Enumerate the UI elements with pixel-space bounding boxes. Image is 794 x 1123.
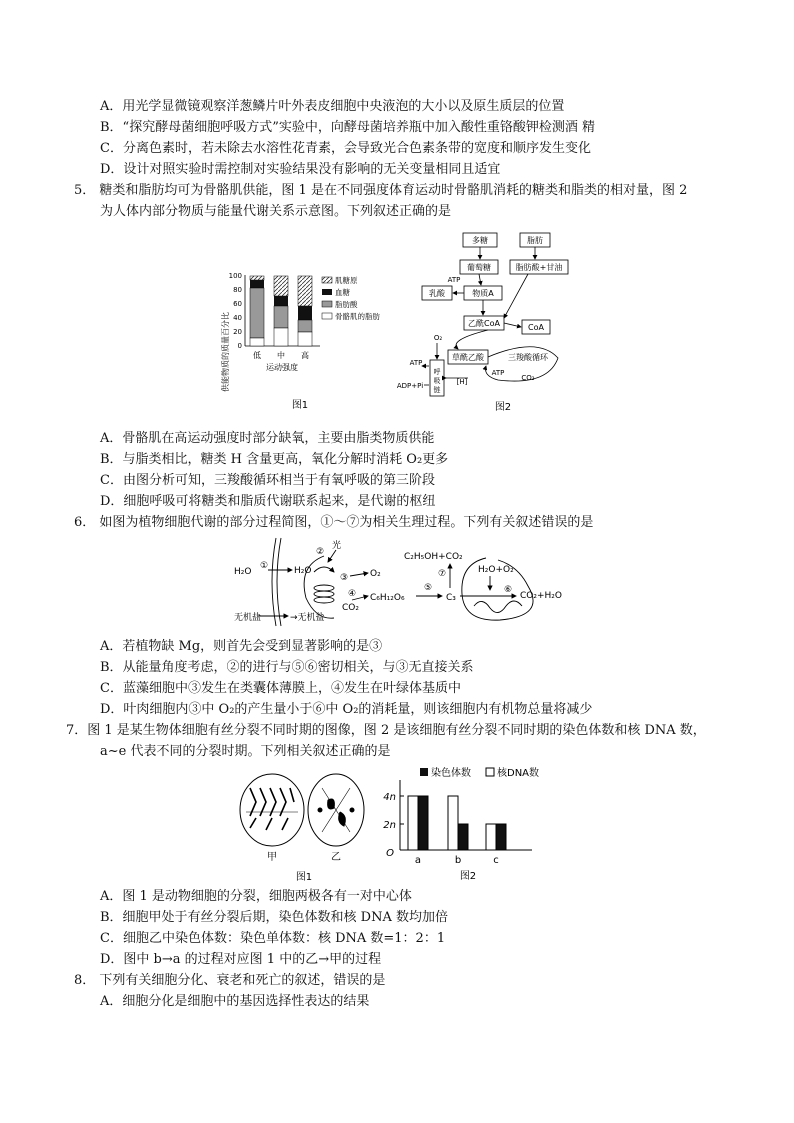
fig2-label-co2: CO₂ — [521, 374, 535, 382]
fig1-ytick: 60 — [233, 300, 242, 308]
q6-label-glucose: C₆H₁₂O₆ — [370, 593, 405, 603]
q6-option-c: C．蓝藻细胞中③发生在类囊体薄膜上，④发生在叶绿体基质中 — [100, 681, 461, 696]
q6-label-h2o-o2: H₂O+O₂ — [478, 565, 514, 575]
fig1-ytick: 20 — [233, 328, 242, 336]
q6-diagram — [228, 536, 578, 628]
q7-figure-2 — [382, 762, 562, 888]
q6-label-circle-4: ④ — [348, 589, 357, 599]
fig2-box-substance-a: 物质A — [472, 289, 494, 298]
q7-bar-b-dna — [458, 824, 468, 850]
q7-option-c: C．细胞乙中染色体数：染色单体数：核 DNA 数=1：2：1 — [100, 931, 446, 946]
q5-figure-1 — [210, 260, 400, 410]
q6-label-circle-6: ⑥ — [504, 585, 513, 595]
fig2-tca-cycle-label: 三羧酸循环 — [508, 353, 548, 362]
fig2-box-polysaccharide: 多糖 — [472, 236, 488, 245]
q6-label-circle-7: ⑦ — [438, 569, 447, 579]
q4-option-c: C．分离色素时，若未除去水溶性花青素，会导致光合色素条带的宽度和顺序发生变化 — [100, 141, 591, 156]
fig2-box-respiratory-chain: 链 — [433, 386, 441, 394]
fig2-caption: 图2 — [494, 402, 512, 413]
q6-option-b: B．从能量角度考虑，②的进行与⑤⑥密切相关，与③无直接关系 — [100, 660, 474, 675]
fig2-box-coa: CoA — [528, 323, 544, 332]
fig1-xlabel: 运动强度 — [266, 363, 298, 372]
q6-label-circle-2: ② — [316, 547, 325, 557]
fig1-ytick: 100 — [228, 272, 242, 280]
fig2-label-adp-pi: ADP+Pi — [396, 382, 424, 390]
fig2-label-o2: O₂ — [433, 334, 443, 342]
q6-label-c3: C₃ — [446, 593, 456, 603]
q7-cell-label-yi: 乙 — [331, 852, 341, 863]
q7-bar-c-dna — [496, 824, 506, 850]
fig2-box-fatty-acid-glycerol: 脂肪酸+甘油 — [515, 263, 563, 272]
fig1-ytick: 0 — [237, 342, 242, 350]
fig1-legend-item: 血糖 — [335, 288, 350, 297]
q7-ytick-4n: 4n — [383, 792, 396, 803]
q5-stem-line2: 为人体内部分物质与能量代谢关系示意图。下列叙述正确的是 — [100, 204, 452, 219]
q5-option-b: B．与脂类相比，糖类 H 含量更高，氧化分解时消耗 O₂更多 — [100, 452, 449, 467]
q7-bar-c-chromosome — [486, 824, 496, 850]
fig2-box-glucose: 葡萄糖 — [467, 263, 491, 272]
q7-legend-chromosome: 染色体数 — [431, 768, 471, 779]
q5-figure-2 — [388, 228, 598, 414]
q6-label-ethanol: C₂H₅OH+CO₂ — [404, 552, 463, 562]
fig2-label-atp: ATP — [491, 369, 505, 377]
q5-option-c: C．由图分析可知，三羧酸循环相当于有氧呼吸的第三阶段 — [100, 473, 435, 488]
q6-label-co2: CO₂ — [342, 603, 359, 613]
fig1-bar-high — [298, 276, 312, 346]
q6-option-d: D．叶肉细胞内③中 O₂的产生量小于⑥中 O₂的消耗量，则该细胞内有机物总量将减少 — [100, 702, 593, 717]
fig2-label-h: [H] — [456, 378, 468, 386]
fig1-legend-item: 肌糖原 — [335, 276, 358, 285]
q4-option-b: B．“探究酵母菌细胞呼吸方式”实验中，向酵母菌培养瓶中加入酸性重铬酸钾检测酒 精 — [100, 120, 595, 135]
q4-option-a: A．用光学显微镜观察洋葱鳞片叶外表皮细胞中央液泡的大小以及原生质层的位置 — [100, 99, 565, 114]
q7-bar-b-chromosome — [448, 796, 458, 850]
fig1-ylabel: 供能物质的质量百分比 — [221, 312, 230, 392]
fig2-box-lactate: 乳酸 — [429, 289, 445, 298]
q7-legend-dna: 核DNA数 — [497, 768, 540, 779]
q4-option-d: D．设计对照实验时需控制对实验结果没有影响的无关变量相同且适宜 — [100, 162, 501, 177]
q7-stem-line1: 7．图 1 是某生物体细胞有丝分裂不同时期的图像，图 2 是该细胞有丝分裂不同时期的染色体数和核 DNA 数， — [66, 723, 706, 738]
fig2-box-fat: 脂肪 — [527, 236, 543, 245]
fig1-legend-item: 脂肪酸 — [335, 300, 358, 309]
q6-option-a: A．若植物缺 Mg，则首先会受到显著影响的是③ — [100, 639, 383, 654]
fig2-box-oxaloacetate: 草酰乙酸 — [452, 353, 484, 362]
q7-xtick: b — [454, 855, 462, 866]
fig1-bar-mid — [274, 276, 288, 346]
q8-option-a: A．细胞分化是细胞中的基因选择性表达的结果 — [100, 994, 370, 1009]
fig1-caption: 图1 — [291, 400, 309, 410]
fig2-box-acetyl-coa: 乙酰CoA — [468, 319, 500, 328]
fig2-box-respiratory-chain: 吸 — [433, 377, 441, 385]
fig1-xtick: 高 — [301, 351, 309, 360]
q7-xtick: a — [414, 855, 422, 866]
fig2-box-respiratory-chain: 呼 — [433, 368, 441, 376]
fig1-xtick: 中 — [277, 351, 285, 360]
fig2-label-atp: ATP — [409, 359, 423, 367]
q6-label-salt-out: 无机盐 — [234, 613, 262, 623]
q8-stem: 8． 下列有关细胞分化、衰老和死亡的叙述，错误的是 — [74, 973, 386, 988]
fig1-ytick: 80 — [233, 286, 242, 294]
q7-ytick-2n: 2n — [383, 820, 396, 831]
q5-option-d: D．细胞呼吸可将糖类和脂质代谢联系起来，是代谢的枢纽 — [100, 494, 436, 509]
q6-label-h2o-left: H₂O — [234, 567, 252, 577]
q6-stem: 6． 如图为植物细胞代谢的部分过程简图，①～⑦为相关生理过程。下列有关叙述错误的是 — [74, 515, 594, 530]
q7-fig2-caption: 图2 — [459, 871, 477, 882]
q7-xtick: c — [493, 855, 499, 866]
q6-label-o2: O₂ — [370, 569, 381, 579]
q7-bar-a-dna — [418, 796, 428, 850]
q7-figure-1 — [236, 768, 376, 888]
fig1-xtick: 低 — [253, 351, 261, 360]
q7-cell-label-jia: 甲 — [267, 852, 277, 863]
q7-bar-a-chromosome — [408, 796, 418, 850]
q7-option-b: B．细胞甲处于有丝分裂后期，染色体数和核 DNA 数均加倍 — [100, 910, 449, 925]
q7-option-a: A．图 1 是动物细胞的分裂，细胞两极各有一对中心体 — [100, 889, 412, 904]
fig2-label-atp: ATP — [447, 276, 461, 284]
q6-label-product: CO₂+H₂O — [520, 591, 562, 601]
q7-bars — [408, 796, 506, 850]
fig1-bar-low — [250, 276, 264, 346]
q7-fig1-caption: 图1 — [295, 872, 313, 883]
q6-label-light: 光 — [332, 541, 342, 551]
fig1-ytick: 40 — [233, 314, 242, 322]
q5-stem-line1: 5． 糖类和脂肪均可为骨骼肌供能，图 1 是在不同强度体育运动时骨骼肌消耗的糖类和脂类的相对量，图 2 — [74, 183, 688, 198]
q7-option-d: D．图中 b→a 的过程对应图 1 中的乙→甲的过程 — [100, 952, 382, 967]
q6-label-circle-1: ① — [260, 561, 269, 571]
q6-label-circle-3: ③ — [340, 573, 349, 583]
q6-label-circle-5: ⑤ — [424, 583, 433, 593]
q6-label-h2o-inner: H₂O — [294, 566, 312, 576]
q7-stem-line2: a~e 代表不同的分裂时期。下列相关叙述正确的是 — [100, 744, 391, 759]
q6-label-salt-in: →无机盐 — [290, 613, 325, 623]
fig1-legend-item: 骨骼肌的脂肪 — [335, 312, 380, 321]
q7-origin: O — [386, 848, 394, 859]
q5-option-a: A．骨骼肌在高运动强度时部分缺氧，主要由脂类物质供能 — [100, 431, 435, 446]
